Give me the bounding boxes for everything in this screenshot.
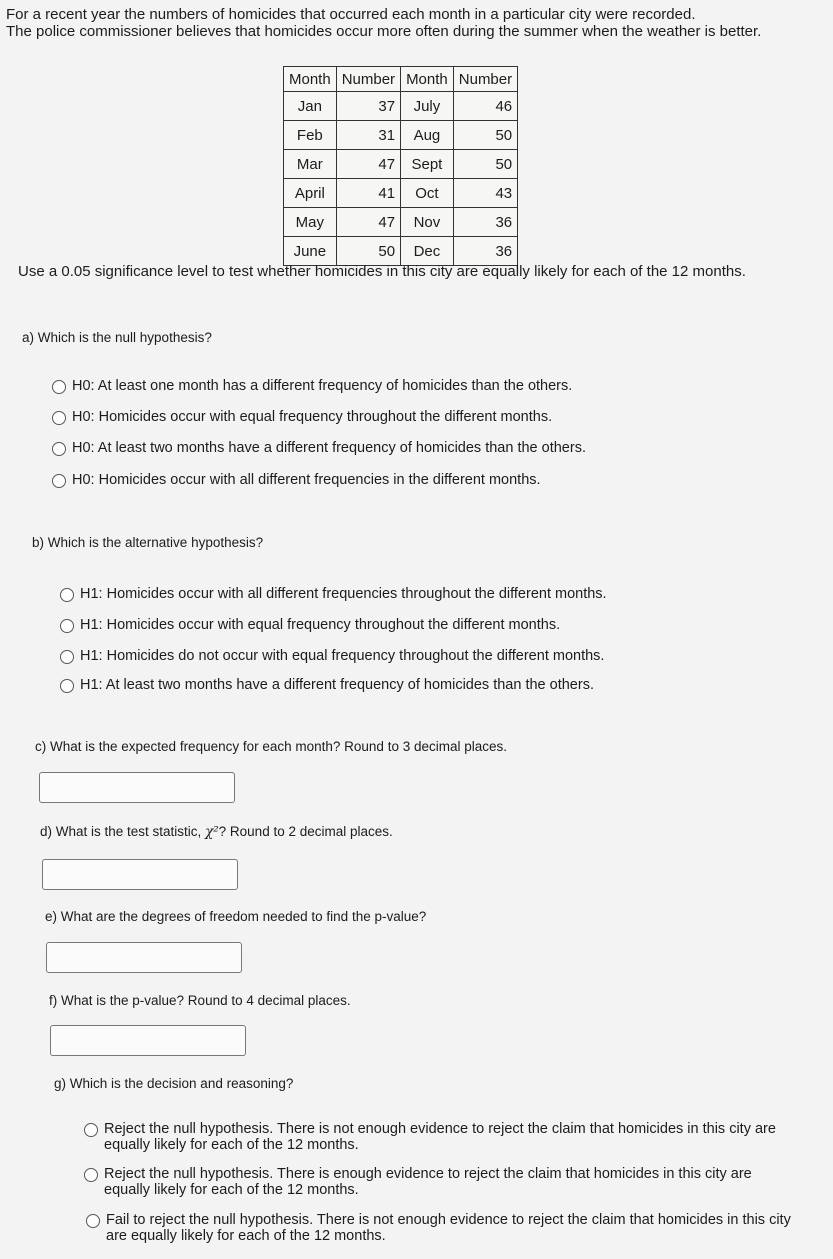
- radio-button[interactable]: [60, 619, 74, 633]
- table-row: [284, 92, 518, 121]
- option-text: H1: At least two months have a different frequency of homicides than the others.: [80, 677, 594, 693]
- question-b-label: b) Which is the alternative hypothesis?: [32, 535, 264, 550]
- radio-button[interactable]: [52, 442, 66, 456]
- radio-button[interactable]: [86, 1214, 100, 1228]
- count-cell: 36: [453, 208, 517, 237]
- table-row: [284, 150, 518, 179]
- radio-button[interactable]: [84, 1123, 98, 1137]
- radio-button[interactable]: [52, 474, 66, 488]
- radio-button[interactable]: [84, 1168, 98, 1182]
- header-month-1: Month: [284, 67, 337, 92]
- question-a-label: a) Which is the null hypothesis?: [22, 330, 212, 345]
- question-c-label: c) What is the expected frequency for each month? Round to 3 decimal places.: [35, 739, 508, 754]
- alt-option-1[interactable]: [60, 586, 607, 602]
- radio-button[interactable]: [60, 650, 74, 664]
- decision-option-1[interactable]: [84, 1121, 799, 1153]
- radio-button[interactable]: [52, 411, 66, 425]
- question-d-label: [40, 824, 393, 840]
- month-cell: Jan: [284, 92, 337, 121]
- degrees-of-freedom-input[interactable]: [46, 942, 242, 973]
- option-text: H0: Homicides occur with all different frequencies in the different months.: [72, 472, 541, 488]
- month-cell: Oct: [401, 179, 454, 208]
- chi-square-symbol: χ²: [205, 824, 219, 840]
- table-row: [284, 179, 518, 208]
- count-cell: 47: [336, 150, 400, 179]
- option-text: Reject the null hypothesis. There is not enough evidence to reject the claim that homicides in this city are equally likely for each of the 12 months.: [104, 1121, 776, 1153]
- month-cell: Aug: [401, 121, 454, 150]
- month-cell: July: [401, 92, 454, 121]
- p-value-input[interactable]: [50, 1025, 246, 1056]
- month-cell: Dec: [401, 237, 454, 266]
- instruction-text: Use a 0.05 significance level to test whether homicides in this city are equally likely for each of the 12 months.: [18, 263, 746, 280]
- count-cell: 50: [453, 150, 517, 179]
- intro-line-2: The police commissioner believes that homicides occur more often during the summer when the weather is better.: [6, 23, 762, 40]
- question-f-label: f) What is the p-value? Round to 4 decimal places.: [49, 993, 351, 1008]
- month-cell: May: [284, 208, 337, 237]
- question-d-suffix: ? Round to 2 decimal places.: [218, 824, 393, 839]
- alt-option-4[interactable]: [60, 677, 594, 693]
- alt-option-3[interactable]: [60, 648, 604, 664]
- count-cell: 47: [336, 208, 400, 237]
- count-cell: 37: [336, 92, 400, 121]
- decision-option-2[interactable]: [84, 1166, 799, 1198]
- intro-line-1: For a recent year the numbers of homicides that occurred each month in a particular city were recorded.: [6, 6, 696, 23]
- question-d-text: d) What is the test statistic,: [40, 824, 206, 839]
- option-text: Reject the null hypothesis. There is enough evidence to reject the claim that homicides in this city are equally likely for each of the 12 months.: [104, 1166, 752, 1198]
- table-header-row: [284, 67, 518, 92]
- homicide-table: [283, 66, 518, 266]
- month-cell: Nov: [401, 208, 454, 237]
- alt-option-2[interactable]: [60, 617, 560, 633]
- radio-button[interactable]: [52, 380, 66, 394]
- null-option-3[interactable]: [52, 440, 586, 456]
- count-cell: 50: [453, 121, 517, 150]
- header-number-2: Number: [453, 67, 517, 92]
- option-text: H0: Homicides occur with equal frequency throughout the different months.: [72, 409, 553, 425]
- count-cell: 31: [336, 121, 400, 150]
- count-cell: 50: [336, 237, 400, 266]
- table-row: [284, 208, 518, 237]
- table-row: [284, 237, 518, 266]
- month-cell: Sept: [401, 150, 454, 179]
- count-cell: 36: [453, 237, 517, 266]
- option-text: H1: Homicides do not occur with equal frequency throughout the different months.: [80, 648, 605, 664]
- month-cell: April: [284, 179, 337, 208]
- question-e-label: e) What are the degrees of freedom needed to find the p-value?: [45, 909, 427, 924]
- count-cell: 43: [453, 179, 517, 208]
- month-cell: June: [284, 237, 337, 266]
- count-cell: 46: [453, 92, 517, 121]
- radio-button[interactable]: [60, 679, 74, 693]
- option-text: H1: Homicides occur with all different frequencies throughout the different months.: [80, 586, 607, 602]
- header-number-1: Number: [336, 67, 400, 92]
- option-text: H0: At least two months have a different frequency of homicides than the others.: [72, 440, 586, 456]
- null-option-1[interactable]: [52, 378, 572, 394]
- radio-button[interactable]: [60, 588, 74, 602]
- null-option-2[interactable]: [52, 409, 552, 425]
- table-row: [284, 121, 518, 150]
- decision-option-3[interactable]: [86, 1212, 801, 1244]
- problem-intro: [6, 6, 821, 40]
- test-statistic-input[interactable]: [42, 859, 238, 890]
- expected-frequency-input[interactable]: [39, 772, 235, 803]
- option-text: H0: At least one month has a different frequency of homicides than the others.: [72, 378, 573, 394]
- option-text: Fail to reject the null hypothesis. There is not enough evidence to reject the claim that homicides in this city are equally likely for each of the 12 months.: [106, 1212, 791, 1244]
- option-text: H1: Homicides occur with equal frequency throughout the different months.: [80, 617, 561, 633]
- month-cell: Mar: [284, 150, 337, 179]
- header-month-2: Month: [401, 67, 454, 92]
- count-cell: 41: [336, 179, 400, 208]
- null-option-4[interactable]: [52, 472, 541, 488]
- question-g-label: g) Which is the decision and reasoning?: [54, 1076, 294, 1091]
- month-cell: Feb: [284, 121, 337, 150]
